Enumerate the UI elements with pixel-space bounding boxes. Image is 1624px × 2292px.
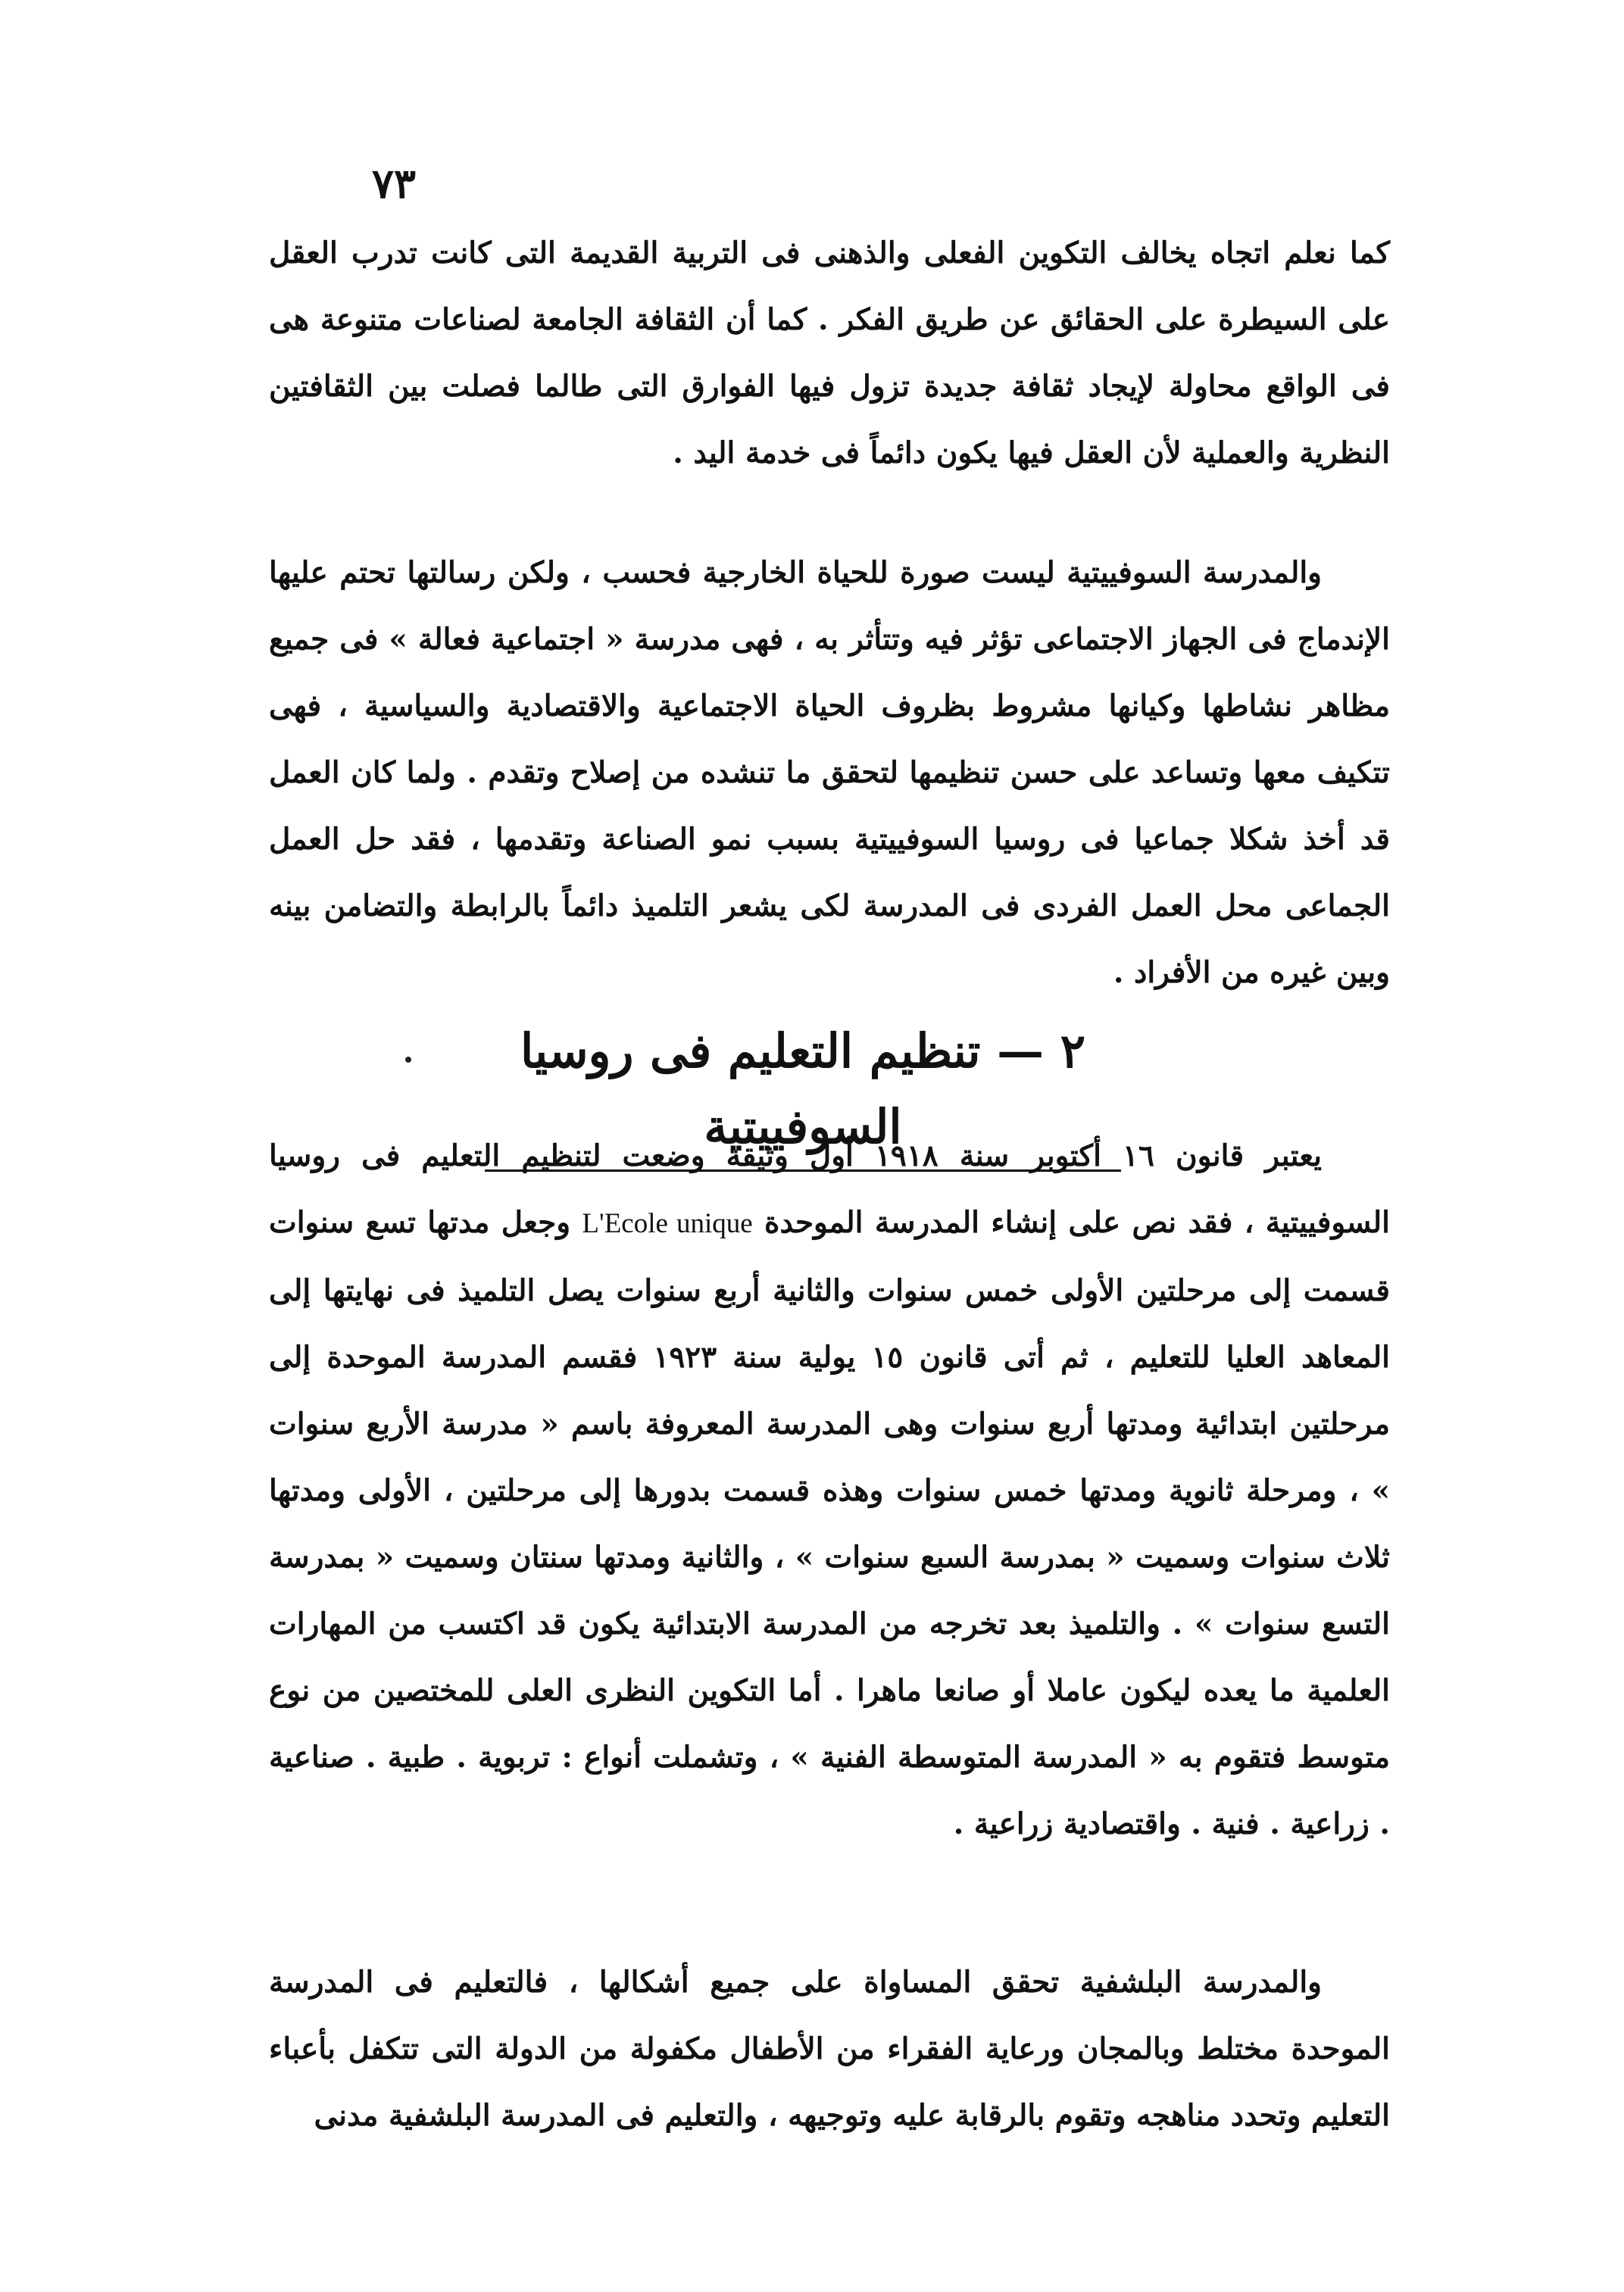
paragraph-3-text bbox=[269, 1123, 1390, 1857]
paragraph-3-part-2: وجعل مدتها تسع سنوات قسمت إلى مرحلتين الأولى خمس سنوات والثانية أربع سنوات يصل التلميذ فى نهايتها إلى المعاهد العليا للتعليم ، ثم أتى قانون ١٥ يولية سنة ١٩٢٣ فقسم المدرسة الموحدة إلى مرحلتين ابتدائية ومدتها أربع سنوات وهى المدرسة المعروفة باسم « مدرسة الأربع سنوات » ، ومرحلة ثانوية ومدتها خمس سنوات وهذه قسمت بدورها إلى مرحلتين ، الأولى ومدتها ثلاث سنوات وسميت « بمدرسة السبع سنوات » ، والثانية ومدتها سنتان وسميت « بمدرسة التسع سنوات » . والتلميذ بعد تخرجه من المدرسة الابتدائية يكون قد اكتسب من المهارات العلمية ما يعده ليكون عاملا أو صانعا ماهرا . أما التكوين النظرى العلى للمختصين من نوع متوسط فتقوم به « المدرسة المتوسطة الفنية » ، وتشملت أنواع : تربوية . طبية . صناعية . زراعية . فنية . واقتصادية زراعية . bbox=[269, 1205, 1390, 1841]
paragraph-1 bbox=[269, 220, 1390, 486]
paragraph-1-text: كما نعلم اتجاه يخالف التكوين الفعلى والذهنى فى التربية القديمة التى كانت تدرب العقل على السيطرة على الحقائق عن طريق الفكر . كما أن الثقافة الجامعة لصناعات متنوعة هى فى الواقع محاولة لإيجاد ثقافة جديدة تزول فيها الفوارق التى طالما فصلت بين الثقافتين النظرية والعملية لأن العقل فيها يكون دائماً فى خدمة اليد . bbox=[269, 236, 1390, 470]
paragraph-2 bbox=[269, 539, 1390, 1006]
latin-term: L'Ecole unique bbox=[582, 1208, 753, 1239]
paragraph-3-part-1: يعتبر قانون ١٦ أكتوبر سنة ١٩١٨ أول وثيقة وضعت لتنظيم التعليم فى روسيا السوفييتية ، فقد نص على إنشاء المدرسة الموحدة bbox=[269, 1138, 1390, 1240]
heading-dot-mark bbox=[405, 1057, 411, 1063]
paragraph-3 bbox=[269, 1123, 1390, 1857]
section-heading-wrapper bbox=[485, 1013, 1121, 1154]
paragraph-2-text: والمدرسة السوفييتية ليست صورة للحياة الخارجية فحسب ، ولكن رسالتها تحتم عليها الإندماج فى الجهاز الاجتماعى تؤثر فيه وتتأثر به ، فهى مدرسة « اجتماعية فعالة » فى جميع مظاهر نشاطها وكيانها مشروط بظروف الحياة الاجتماعية والاقتصادية والسياسية ، فهى تتكيف معها وتساعد على حسن تنظيمها لتحقق ما تنشده من إصلاح وتقدم . ولما كان العمل قد أخذ شكلا جماعيا فى روسيا السوفييتية بسبب نمو الصناعة وتقدمها ، فقد حل العمل الجماعى محل العمل الفردى فى المدرسة لكى يشعر التلميذ دائماً بالرابطة والتضامن بينه وبين غيره من الأفراد . bbox=[269, 555, 1390, 990]
section-heading: ٢ — تنظيم التعليم فى روسيا السوفييتية bbox=[485, 1013, 1121, 1172]
paragraph-4-text: والمدرسة البلشفية تحقق المساواة على جميع أشكالها ، فالتعليم فى المدرسة الموحدة مختلط وبالمجان ورعاية الفقراء من الأطفال مكفولة من الدولة التى تتكفل بأعباء التعليم وتحدد مناهجه وتقوم بالرقابة عليه وتوجيهه ، والتعليم فى المدرسة البلشفية مدنى bbox=[269, 1965, 1390, 2133]
page-number: ٧٣ bbox=[371, 159, 416, 208]
paragraph-4 bbox=[269, 1949, 1390, 2149]
